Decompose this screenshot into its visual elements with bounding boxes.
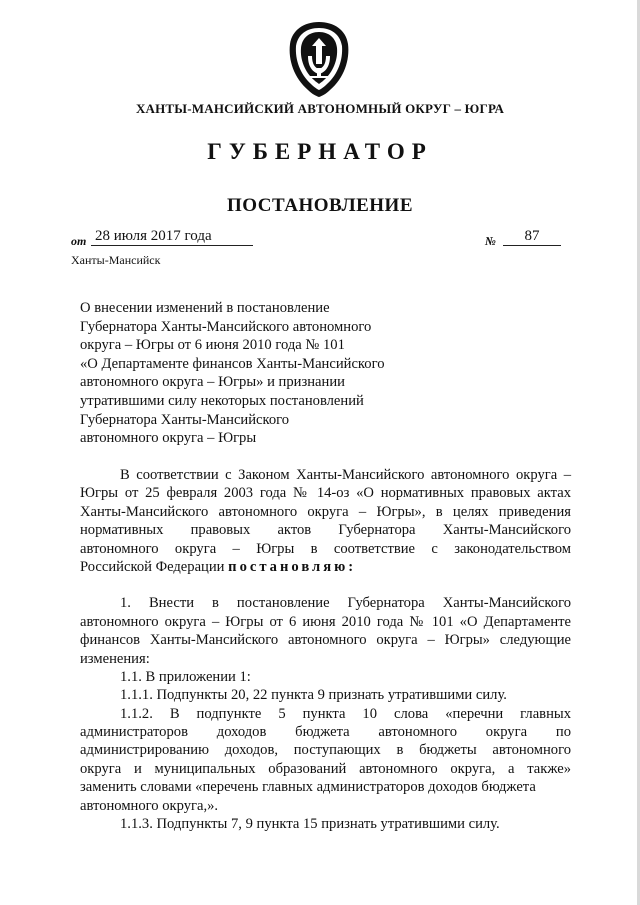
resolve-word: постановляю: <box>228 558 357 575</box>
subitem-1-1-2-line: автономного округа,». <box>80 797 219 814</box>
subject-line: автономного округа – Югры» и признании <box>80 374 345 391</box>
preamble-line: автономного округа – Югры в соответствие с законодательством <box>80 540 571 557</box>
subitem-1-1-2-line: администрированию доходов, поступающих в бюджеты автономного <box>80 742 571 759</box>
subitem-1-1-2-line: администраторов доходов бюджета автономного округа по <box>80 724 571 741</box>
preamble-last-line <box>80 558 571 576</box>
document-date: 28 июля 2017 года <box>91 228 253 246</box>
subject-line: автономного округа – Югры <box>80 430 257 447</box>
subitem-1-1: 1.1. В приложении 1: <box>120 668 251 685</box>
subject-line: утратившими силу некоторых постановлений <box>80 392 364 409</box>
subject-line: Губернатора Ханты-Мансийского автономного <box>80 318 372 335</box>
governor-title: ГУБЕРНАТОР <box>207 139 433 164</box>
date-number-row <box>71 228 571 250</box>
item-line: 1. Внести в постановление Губернатора Ханты-Мансийского <box>120 595 571 612</box>
subitem-1-1-1: 1.1.1. Подпункты 20, 22 пункта 9 признать утратившими силу. <box>120 687 507 704</box>
document-subject <box>80 299 410 448</box>
date-prefix: от <box>71 234 87 248</box>
subject-line: округа – Югры от 6 июня 2010 года № 101 <box>80 337 345 354</box>
number-prefix: № <box>485 234 496 248</box>
preamble-line: Ханты-Мансийского автономного округа – Югры», в целях приведения <box>80 503 571 520</box>
document-body <box>80 466 571 833</box>
subitem-1-1-2-line: округа и муниципальных образований автономного округа, а также» <box>80 760 571 777</box>
subitem-1-1-3: 1.1.3. Подпункты 7, 9 пункта 15 признать утратившими силу. <box>120 816 500 833</box>
city-name: Ханты-Мансийск <box>71 253 161 267</box>
preamble-line: Российской Федерации <box>80 558 225 575</box>
item-line: автономного округа – Югры от 6 июня 2010 года № 101 «О Департаменте <box>80 613 571 630</box>
preamble-line: Югры от 25 февраля 2003 года № 14-оз «О нормативных правовых актах <box>80 485 571 502</box>
item-line: финансов Ханты-Мансийского автономного округа – Югры» следующие <box>80 632 571 649</box>
preamble-line: нормативных правовых актов Губернатора Ханты-Мансийского <box>80 522 571 539</box>
subject-line: «О Департаменте финансов Ханты-Мансийского <box>80 355 385 372</box>
subject-line: Губернатора Ханты-Мансийского <box>80 411 290 428</box>
subject-line: О внесении изменений в постановление <box>80 300 330 316</box>
region-name: ХАНТЫ-МАНСИЙСКИЙ АВТОНОМНЫЙ ОКРУГ – ЮГРА <box>135 101 505 116</box>
coat-of-arms-emblem-icon <box>286 20 352 98</box>
subitem-1-1-2-line: 1.1.2. В подпункте 5 пункта 10 слова «перечни главных <box>120 705 571 722</box>
item-line: изменения: <box>80 650 150 667</box>
subitem-1-1-2-line: заменить словами «перечень главных администраторов доходов бюджета <box>80 779 536 796</box>
document-type: ПОСТАНОВЛЕНИЕ <box>226 195 414 216</box>
document-number: 87 <box>503 228 561 246</box>
preamble-line: В соответствии с Законом Ханты-Мансийского автономного округа – <box>120 467 571 483</box>
